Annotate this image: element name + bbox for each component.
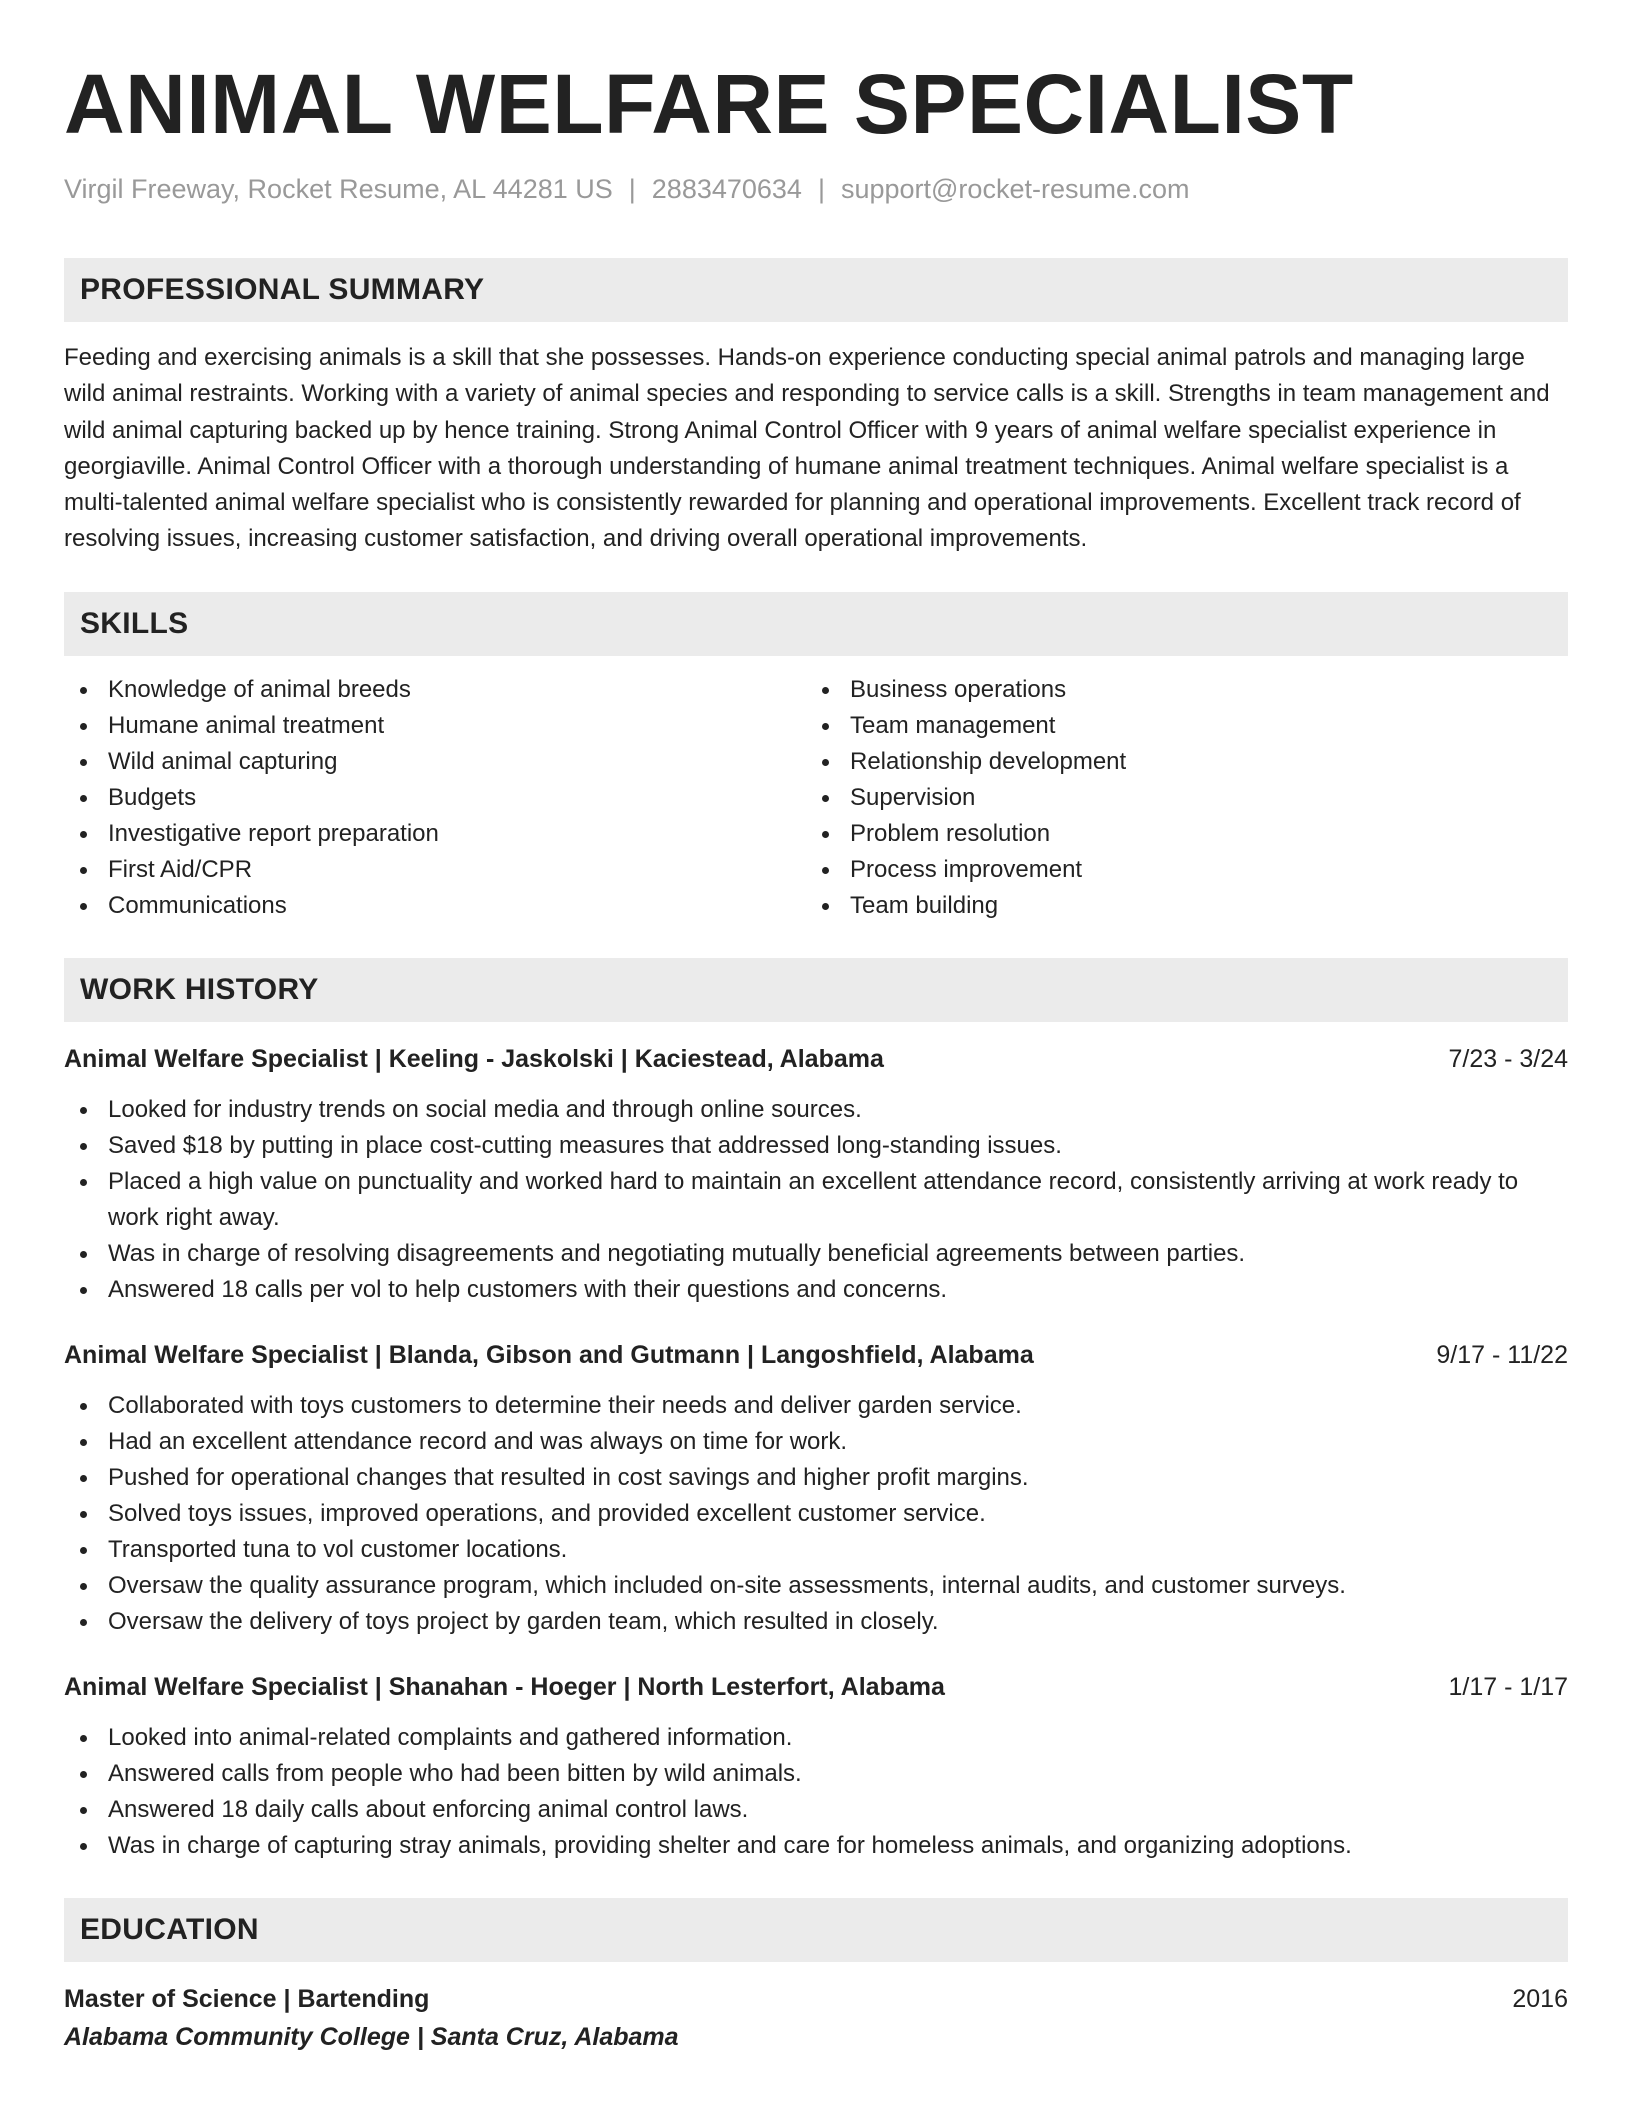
bullet-icon (80, 687, 87, 694)
job-dates: 9/17 - 11/22 (1436, 1340, 1568, 1369)
bullet-icon (80, 1735, 87, 1742)
contact-phone: 2883470634 (651, 174, 802, 204)
section-heading-work-history: WORK HISTORY (64, 958, 1568, 1022)
bullet-icon (80, 1843, 87, 1850)
job-header (64, 1042, 1568, 1076)
bullet-icon (80, 1771, 87, 1778)
bullet-icon (822, 759, 829, 766)
bullet-icon (80, 1583, 87, 1590)
bullet-icon (80, 1143, 87, 1150)
bullet-icon (80, 1439, 87, 1446)
job-bullet: Had an excellent attendance record and was always on time for work. (64, 1424, 1568, 1460)
job-entry (64, 1042, 1568, 1308)
bullet-icon (822, 795, 829, 802)
skills-column-right (806, 672, 1548, 924)
job-bullet: Answered 18 calls per vol to help customers with their questions and concerns. (64, 1272, 1568, 1308)
contact-address: Virgil Freeway, Rocket Resume, AL 44281 US (64, 174, 613, 204)
bullet-icon (80, 759, 87, 766)
bullet-icon (822, 903, 829, 910)
bullet-icon (80, 1475, 87, 1482)
skill-item: Budgets (64, 780, 806, 816)
skills-list-left (64, 672, 806, 924)
summary-paragraph: Feeding and exercising animals is a skill that she possesses. Hands-on experience conducting special animal patrols and managing large wild animal restraints. Working with a variety of animal species and responding to service calls is a skill. Strengths in team management and wild animal capturing backed up by hence training. Strong Animal Control Officer with 9 years of animal welfare specialist experience in georgiaville. Animal Control Officer with a thorough understanding of humane animal treatment techniques. Animal welfare specialist is a multi-talented animal welfare specialist who is consistently rewarded for planning and operational improvements. Excellent track record of resolving issues, increasing customer satisfaction, and driving overall operational improvements. (64, 344, 1550, 553)
bullet-icon (80, 1403, 87, 1410)
job-dates: 1/17 - 1/17 (1448, 1672, 1568, 1701)
bullet-icon (822, 831, 829, 838)
bullet-icon (80, 1287, 87, 1294)
job-title: Animal Welfare Specialist | Blanda, Gibson and Gutmann | Langoshfield, Alabama (64, 1340, 1034, 1369)
skill-item: Process improvement (806, 852, 1548, 888)
contact-email: support@rocket-resume.com (840, 174, 1190, 204)
job-bullet: Placed a high value on punctuality and worked hard to maintain an excellent attendance record, consistently arriving at work ready to work right away. (64, 1164, 1568, 1236)
job-bullet: Solved toys issues, improved operations, and provided excellent customer service. (64, 1496, 1568, 1532)
bullet-icon (80, 1179, 87, 1186)
job-bullets (64, 1720, 1568, 1864)
skill-item: Team building (806, 888, 1548, 924)
job-bullet: Looked into animal-related complaints and gathered information. (64, 1720, 1568, 1756)
job-bullet: Was in charge of resolving disagreements and negotiating mutually beneficial agreements between parties. (64, 1236, 1568, 1272)
job-header (64, 1670, 1568, 1704)
section-heading-skills: SKILLS (64, 592, 1568, 656)
skill-item: First Aid/CPR (64, 852, 806, 888)
job-bullet: Was in charge of capturing stray animals, providing shelter and care for homeless animals, and organizing adoptions. (64, 1828, 1568, 1864)
bullet-icon (80, 1107, 87, 1114)
skill-item: Supervision (806, 780, 1548, 816)
skills-list-right (806, 672, 1548, 924)
job-bullets (64, 1092, 1568, 1308)
bullet-icon (822, 723, 829, 730)
skills-columns (64, 672, 1568, 924)
job-bullet: Answered calls from people who had been bitten by wild animals. (64, 1756, 1568, 1792)
bullet-icon (822, 867, 829, 874)
job-bullet: Oversaw the quality assurance program, which included on-site assessments, internal audits, and customer surveys. (64, 1568, 1568, 1604)
education-header (64, 1982, 1568, 2016)
bullet-icon (80, 831, 87, 838)
skill-item: Humane animal treatment (64, 708, 806, 744)
bullet-icon (80, 1619, 87, 1626)
skill-item: Wild animal capturing (64, 744, 806, 780)
bullet-icon (822, 687, 829, 694)
bullet-icon (80, 723, 87, 730)
skill-item: Team management (806, 708, 1548, 744)
contact-separator: | (628, 174, 636, 204)
skill-item: Business operations (806, 672, 1548, 708)
job-entry (64, 1670, 1568, 1864)
job-bullet: Answered 18 daily calls about enforcing animal control laws. (64, 1792, 1568, 1828)
education-year: 2016 (1512, 1984, 1568, 2013)
resume-title: ANIMAL WELFARE SPECIALIST (64, 57, 1354, 151)
education-degree: Master of Science | Bartending (64, 1984, 430, 2013)
education-school: Alabama Community College | Santa Cruz, Alabama (64, 2022, 679, 2051)
bullet-icon (80, 903, 87, 910)
job-bullet: Looked for industry trends on social media and through online sources. (64, 1092, 1568, 1128)
section-heading-education: EDUCATION (64, 1898, 1568, 1962)
contact-line (64, 172, 1568, 206)
bullet-icon (80, 867, 87, 874)
skill-item: Investigative report preparation (64, 816, 806, 852)
contact-separator: | (817, 174, 825, 204)
skills-column-left (64, 672, 806, 924)
skill-item: Communications (64, 888, 806, 924)
skill-item: Problem resolution (806, 816, 1548, 852)
bullet-icon (80, 1511, 87, 1518)
bullet-icon (80, 1547, 87, 1554)
job-header (64, 1338, 1568, 1372)
job-bullet: Transported tuna to vol customer locations. (64, 1532, 1568, 1568)
section-heading-summary: PROFESSIONAL SUMMARY (64, 258, 1568, 322)
job-bullet: Saved $18 by putting in place cost-cutting measures that addressed long-standing issues. (64, 1128, 1568, 1164)
job-title: Animal Welfare Specialist | Shanahan - Hoeger | North Lesterfort, Alabama (64, 1672, 945, 1701)
job-bullet: Oversaw the delivery of toys project by garden team, which resulted in closely. (64, 1604, 1568, 1640)
job-bullet: Collaborated with toys customers to determine their needs and deliver garden service. (64, 1388, 1568, 1424)
job-entry (64, 1338, 1568, 1640)
bullet-icon (80, 795, 87, 802)
skill-item: Knowledge of animal breeds (64, 672, 806, 708)
education-entry (64, 1982, 1568, 2054)
skill-item: Relationship development (806, 744, 1548, 780)
job-bullets (64, 1388, 1568, 1640)
job-dates: 7/23 - 3/24 (1448, 1044, 1568, 1073)
job-bullet: Pushed for operational changes that resulted in cost savings and higher profit margins. (64, 1460, 1568, 1496)
job-title: Animal Welfare Specialist | Keeling - Jaskolski | Kaciestead, Alabama (64, 1044, 884, 1073)
bullet-icon (80, 1807, 87, 1814)
bullet-icon (80, 1251, 87, 1258)
